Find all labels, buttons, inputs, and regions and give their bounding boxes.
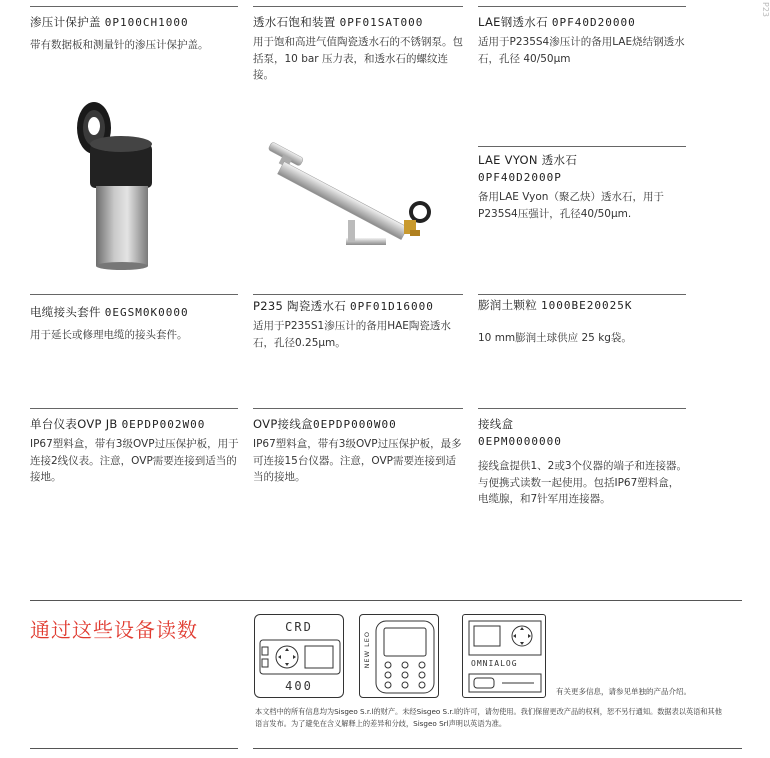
omnialog-connector-icon: [468, 673, 542, 693]
bottom-rule-left: [30, 748, 238, 749]
row2-rule-1: [30, 294, 238, 295]
item-desc: 用于延长或修理电缆的接头套件。: [30, 329, 188, 341]
item-name: 电缆接头套件: [30, 305, 101, 319]
item-name: 透水石饱和装置: [253, 15, 336, 29]
item-lae-steel-filter: [478, 14, 688, 67]
item-desc: 备用LAE Vyon（聚乙炔）透水石，用于P235S4压强计，孔径40/50μm.: [478, 191, 664, 220]
item-name: LAE钢透水石: [478, 15, 548, 29]
item-name: P235 陶瓷透水石: [253, 299, 347, 313]
item-single-ovp-jb: [30, 416, 240, 486]
omnialog-device: [462, 614, 546, 698]
item-code: 1000BE20025K: [540, 299, 633, 312]
item-p235-ceramic-filter: [253, 298, 463, 351]
device-label-top: CRD: [285, 620, 313, 634]
bottom-rule-right: [253, 748, 742, 749]
item-desc: IP67塑料盒，带有3级OVP过压保护板，用于连接2线仪表。注意，OVP需要连接到适当的接地。: [30, 438, 239, 483]
device-label: OMNIALOG: [471, 659, 518, 668]
item-desc: 适用于P235S4渗压计的备用LAE烧结钢透水石，孔径 40/50μm: [478, 36, 685, 65]
item-desc: IP67塑料盒，带有3级OVP过压保护板，最多可连接15台仪器。注意，OVP需要连接到适当的接地。: [253, 438, 462, 483]
device-label-side: NEW LEO: [363, 631, 371, 669]
row2-rule-3: [478, 294, 686, 295]
item-junction-box: [478, 416, 688, 508]
crd-400-device: [254, 614, 344, 698]
item-name: 单台仪表OVP JB: [30, 417, 118, 431]
crd-panel-icon: [259, 639, 341, 675]
item-bentonite-pellets: [478, 297, 688, 347]
item-piezometer-cap: [30, 14, 240, 54]
piezometer-cap-image: [72, 98, 168, 270]
item-name: 渗压计保护盖: [30, 15, 101, 29]
item-saturation-device: [253, 14, 463, 84]
omnialog-panel-icon: [468, 620, 542, 656]
page-edge-label: P23: [761, 2, 770, 18]
item-code: 0EPM0000000: [478, 435, 562, 448]
item-ovp-junction-box: [253, 416, 463, 486]
item-cable-splice-kit: [30, 304, 240, 344]
row1-rule-2: [253, 6, 463, 7]
item-code: 0PF01SAT000: [339, 16, 424, 29]
disclaimer-text: 本文档中的所有信息均为Sisgeo S.r.l的财产。未经Sisgeo S.r.l的许可，请勿使用。我们保留更改产品的权利，恕不另行通知。数据表以英语和其他语言发布。为了避免在含义解释上的差异和分歧，Sisgeo Srl声明以英语为准。: [255, 707, 722, 728]
item-name: 膨润土颗粒: [478, 298, 537, 312]
item-code: 0P100CH1000: [104, 16, 189, 29]
item-name: LAE VYON 透水石: [478, 153, 578, 167]
item-code: 0PF40D20000: [551, 16, 636, 29]
more-info-text: 有关更多信息，请参见单独的产品介绍。: [556, 687, 691, 696]
item-desc: 10 mm膨润土球供应 25 kg袋。: [478, 332, 632, 344]
new-leo-device: [359, 614, 439, 698]
item-name: 接线盒: [478, 417, 514, 431]
device-label-bottom: 400: [285, 679, 313, 693]
item-code: 0EGSM0K0000: [104, 306, 189, 319]
new-leo-handheld-icon: [374, 619, 436, 695]
item-code: 0EPDP000W00: [312, 418, 397, 431]
item-desc: 接线盒提供1、2或3个仪器的端子和连接器。与便携式读数一起使用。包括IP67塑料盒，电缆腺，和7针军用连接器。: [478, 460, 688, 505]
row1-rule-3: [478, 6, 686, 7]
item-desc: 带有数据板和测量针的渗压计保护盖。: [30, 39, 209, 51]
row3-rule-2: [253, 408, 463, 409]
row3-rule-3: [478, 408, 686, 409]
row1-rule-1: [30, 6, 238, 7]
item-lae-vyon-filter: [478, 152, 688, 222]
row1b-rule-3: [478, 146, 686, 147]
saturation-pump-image: [264, 140, 436, 250]
item-code: 0PF01D16000: [350, 300, 434, 313]
item-desc: 适用于P235S1渗压计的备用HAE陶瓷透水石，孔径0.25μm。: [253, 320, 451, 349]
item-code: 0PF40D2000P: [478, 171, 562, 184]
bottom-top-rule: [30, 600, 742, 601]
item-code: 0EPDP002W00: [121, 418, 206, 431]
item-name: OVP接线盒: [253, 417, 313, 431]
row3-rule-1: [30, 408, 238, 409]
readout-heading: 通过这些设备读数: [30, 618, 198, 642]
item-desc: 用于饱和高进气值陶瓷透水石的不锈钢泵。包括泵，10 bar 压力表，和透水石的螺纹连接。: [253, 36, 463, 81]
row2-rule-2: [253, 294, 463, 295]
